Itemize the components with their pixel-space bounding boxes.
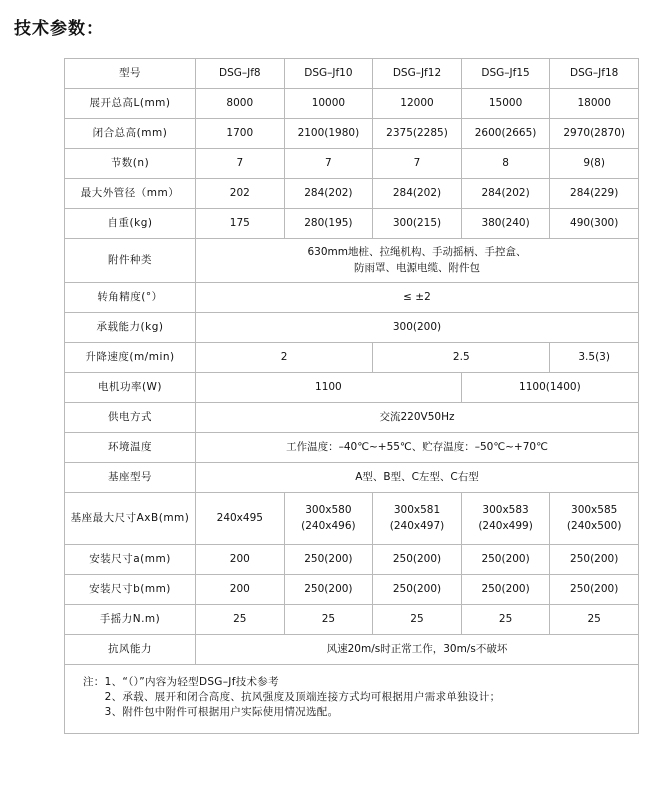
row-value: 490(300) [550, 209, 639, 239]
row-value: 12000 [373, 89, 462, 119]
row-value: 2100(1980) [284, 119, 373, 149]
row-value: 250(200) [373, 575, 462, 605]
row-value: 250(200) [550, 545, 639, 575]
note-line: 注：1、“（）”内容为轻型DSG–Jf技术参考 [83, 676, 279, 688]
notes-cell [65, 665, 639, 734]
row-value: 2375(2285) [373, 119, 462, 149]
table-row [65, 433, 639, 463]
row-value: 7 [373, 149, 462, 179]
row-value: 202 [196, 179, 285, 209]
page-title: 技术参数： [14, 19, 104, 39]
row-value: 18000 [550, 89, 639, 119]
row-value: 200 [196, 545, 285, 575]
table-row [65, 149, 639, 179]
row-value: 300x583 (240x499) [461, 493, 550, 545]
row-label: 最大外管径（mm） [65, 179, 196, 209]
table-row [65, 605, 639, 635]
row-value: 2.5 [373, 343, 550, 373]
row-label: 电机功率(W) [65, 373, 196, 403]
table-row [65, 575, 639, 605]
row-value: 250(200) [373, 545, 462, 575]
row-value: 250(200) [284, 575, 373, 605]
row-value: 300x581 (240x497) [373, 493, 462, 545]
table-row [65, 403, 639, 433]
row-value: 200 [196, 575, 285, 605]
row-label: 安装尺寸b(mm) [65, 575, 196, 605]
row-value: 风速20m/s时正常工作，30m/s不破坏 [196, 635, 639, 665]
row-value: 300(215) [373, 209, 462, 239]
row-value: 284(202) [373, 179, 462, 209]
row-label: 承载能力(kg) [65, 313, 196, 343]
table-row [65, 239, 639, 283]
table-header-row [65, 59, 639, 89]
row-label: 闭合总高(mm) [65, 119, 196, 149]
row-value: 2970(2870) [550, 119, 639, 149]
row-value: 交流220V50Hz [196, 403, 639, 433]
model-cell: DSG–Jf10 [284, 59, 373, 89]
row-label: 供电方式 [65, 403, 196, 433]
row-value: 7 [196, 149, 285, 179]
note-line: 3、附件包中附件可根据用户实际使用情况选配。 [83, 706, 339, 719]
row-value: 300x580 (240x496) [284, 493, 373, 545]
row-label: 手摇力N.m) [65, 605, 196, 635]
table-row [65, 343, 639, 373]
row-label: 转角精度(°） [65, 283, 196, 313]
row-value: 250(200) [461, 545, 550, 575]
note-line: 2、承载、展开和闭合高度、抗风强度及顶端连接方式均可根据用户需求单独设计； [83, 691, 501, 704]
table-row [65, 313, 639, 343]
row-value: 15000 [461, 89, 550, 119]
row-value: 280(195) [284, 209, 373, 239]
row-value: 1100 [196, 373, 462, 403]
row-value: 25 [284, 605, 373, 635]
row-value: 25 [196, 605, 285, 635]
row-value: 240x495 [196, 493, 285, 545]
spec-notes-body [65, 665, 639, 734]
model-cell: DSG–Jf18 [550, 59, 639, 89]
row-value: 284(229) [550, 179, 639, 209]
table-row [65, 89, 639, 119]
row-value: 25 [461, 605, 550, 635]
row-label: 抗风能力 [65, 635, 196, 665]
row-value: A型、B型、C左型、C右型 [196, 463, 639, 493]
notes-row [65, 665, 639, 734]
row-value: 380(240) [461, 209, 550, 239]
model-cell: DSG–Jf15 [461, 59, 550, 89]
row-label: 展开总高L(mm) [65, 89, 196, 119]
row-value: 10000 [284, 89, 373, 119]
model-cell: DSG–Jf12 [373, 59, 462, 89]
row-value: 1100(1400) [461, 373, 638, 403]
row-label: 安装尺寸a(mm) [65, 545, 196, 575]
row-value: 630mm地桩、拉绳机构、手动摇柄、手控盒、 防雨罩、电源电缆、附件包 [196, 239, 639, 283]
model-cell: DSG–Jf8 [196, 59, 285, 89]
row-label: 自重(kg) [65, 209, 196, 239]
spec-table-body [65, 59, 639, 89]
row-value: 1700 [196, 119, 285, 149]
table-row [65, 119, 639, 149]
row-value: 300(200) [196, 313, 639, 343]
row-value: 175 [196, 209, 285, 239]
row-value: 250(200) [284, 545, 373, 575]
table-row [65, 373, 639, 403]
row-value: 2 [196, 343, 373, 373]
row-value: 284(202) [284, 179, 373, 209]
row-value: 7 [284, 149, 373, 179]
row-value: 25 [373, 605, 462, 635]
row-label: 节数(n) [65, 149, 196, 179]
spec-rows [65, 89, 639, 665]
row-value: 250(200) [461, 575, 550, 605]
row-value: ≤ ±2 [196, 283, 639, 313]
table-row [65, 209, 639, 239]
row-label: 升降速度(m/min) [65, 343, 196, 373]
spec-table-container [64, 58, 625, 734]
table-row [65, 493, 639, 545]
spec-table [64, 58, 639, 734]
row-label: 基座最大尺寸AxB(mm) [65, 493, 196, 545]
row-value: 8 [461, 149, 550, 179]
table-row [65, 463, 639, 493]
row-value: 8000 [196, 89, 285, 119]
table-row [65, 283, 639, 313]
row-value: 工作温度：–40℃~+55℃、贮存温度：–50℃~+70℃ [196, 433, 639, 463]
row-value: 284(202) [461, 179, 550, 209]
row-value: 2600(2665) [461, 119, 550, 149]
table-row [65, 179, 639, 209]
table-row [65, 545, 639, 575]
row-value: 250(200) [550, 575, 639, 605]
table-row [65, 635, 639, 665]
row-value: 300x585 (240x500) [550, 493, 639, 545]
row-label: 附件种类 [65, 239, 196, 283]
row-value: 3.5(3) [550, 343, 639, 373]
row-value: 9(8) [550, 149, 639, 179]
row-label: 基座型号 [65, 463, 196, 493]
row-label: 环境温度 [65, 433, 196, 463]
row-value: 25 [550, 605, 639, 635]
model-header-cell: 型号 [65, 59, 196, 89]
